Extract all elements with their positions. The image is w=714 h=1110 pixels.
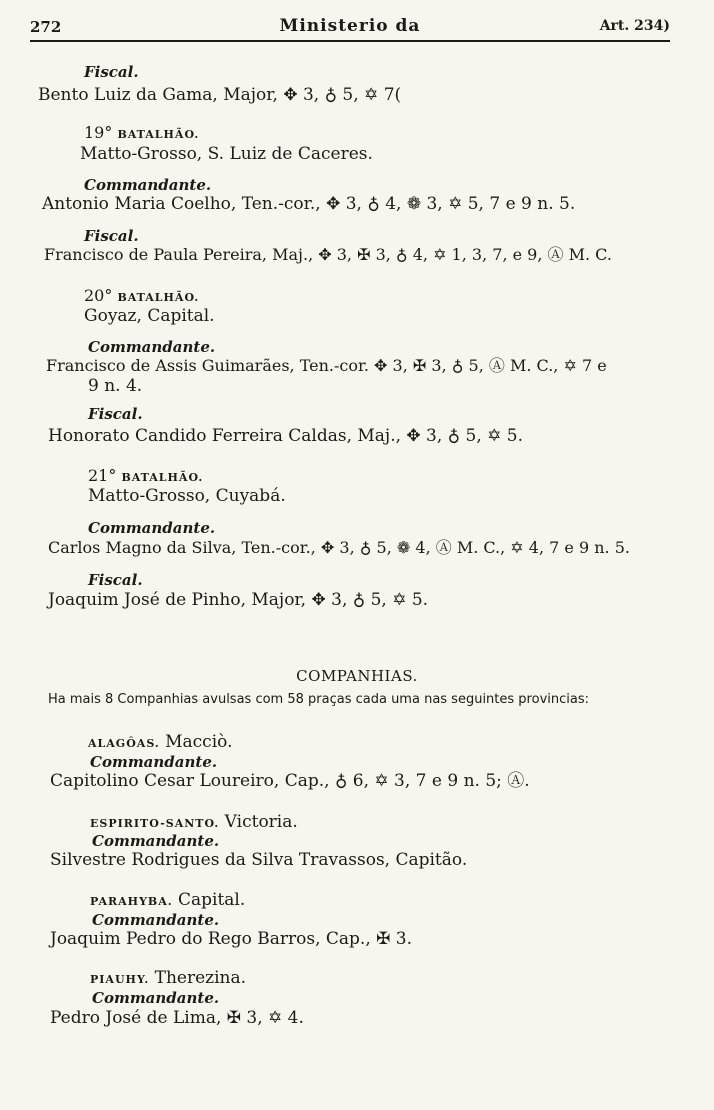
officer-entry: Bento Luiz da Gama, Major, ✥ 3, ♁ 5, ✡ 7( xyxy=(38,85,402,105)
article-reference: Art. 234) xyxy=(599,18,670,34)
province-city: Capital. xyxy=(178,890,246,910)
role-label: Commandante. xyxy=(88,338,216,356)
role-label: Fiscal. xyxy=(84,63,139,81)
province-name: PIAUHY. xyxy=(90,973,150,986)
province-heading xyxy=(90,968,246,990)
battalion-word: BATALHÃO. xyxy=(117,291,200,304)
officer-entry: Pedro José de Lima, ✠ 3, ✡ 4. xyxy=(50,1008,304,1028)
battalion-location: Matto-Grosso, S. Luiz de Caceres. xyxy=(80,144,373,164)
running-title: Ministerio da xyxy=(279,16,421,36)
role-label: Fiscal. xyxy=(88,571,143,589)
role-label: Fiscal. xyxy=(84,227,139,245)
officer-entry: Joaquim Pedro do Rego Barros, Cap., ✠ 3. xyxy=(50,929,413,949)
battalion-word: BATALHÃO. xyxy=(117,128,200,141)
battalion-heading xyxy=(88,466,203,488)
role-label: Commandante. xyxy=(84,176,212,194)
province-city: Macciò. xyxy=(165,732,233,752)
page-number: 272 xyxy=(30,18,62,36)
section-heading: COMPANHIAS. xyxy=(296,667,418,685)
battalion-number: 20° xyxy=(84,286,113,305)
entry-continuation: 9 n. 4. xyxy=(88,376,143,396)
page-header xyxy=(30,14,670,42)
section-intro: Ha mais 8 Companhias avulsas com 58 praças cada uma nas seguintes provincias: xyxy=(48,692,589,707)
officer-entry: Silvestre Rodrigues da Silva Travassos, Capitão. xyxy=(50,850,468,870)
role-label: Commandante. xyxy=(92,832,220,850)
officer-entry: Francisco de Paula Pereira, Maj., ✥ 3, ✠ 3, ♁ 4, ✡ 1, 3, 7, e 9, Ⓐ M. C. xyxy=(44,245,612,264)
battalion-heading xyxy=(84,123,199,145)
province-city: Victoria. xyxy=(224,812,298,832)
role-label: Commandante. xyxy=(92,989,220,1007)
province-name: PARAHYBA. xyxy=(90,895,173,908)
role-label: Fiscal. xyxy=(88,405,143,423)
battalion-number: 21° xyxy=(88,466,117,485)
battalion-heading xyxy=(84,286,199,308)
officer-entry: Antonio Maria Coelho, Ten.-cor., ✥ 3, ♁ 4, ❁ 3, ✡ 5, 7 e 9 n. 5. xyxy=(42,194,576,214)
province-heading xyxy=(88,732,232,754)
province-name: ALAGÔAS. xyxy=(88,737,160,750)
battalion-location: Goyaz, Capital. xyxy=(84,306,215,326)
battalion-location: Matto-Grosso, Cuyabá. xyxy=(88,486,286,506)
role-label: Commandante. xyxy=(90,753,218,771)
officer-entry: Carlos Magno da Silva, Ten.-cor., ✥ 3, ♁ 5, ❁ 4, Ⓐ M. C., ✡ 4, 7 e 9 n. 5. xyxy=(48,538,630,557)
province-city: Therezina. xyxy=(154,968,247,988)
officer-entry: Capitolino Cesar Loureiro, Cap., ♁ 6, ✡ 3, 7 e 9 n. 5; Ⓐ. xyxy=(50,771,530,791)
battalion-number: 19° xyxy=(84,123,113,142)
province-name: ESPIRITO-SANTO. xyxy=(90,817,220,830)
role-label: Commandante. xyxy=(92,911,220,929)
province-heading xyxy=(90,890,245,912)
officer-entry: Francisco de Assis Guimarães, Ten.-cor. ✥ 3, ✠ 3, ♁ 5, Ⓐ M. C., ✡ 7 e xyxy=(46,356,607,375)
officer-entry: Joaquim José de Pinho, Major, ✥ 3, ♁ 5, ✡ 5. xyxy=(48,590,429,610)
officer-entry: Honorato Candido Ferreira Caldas, Maj., ✥ 3, ♁ 5, ✡ 5. xyxy=(48,426,523,446)
battalion-word: BATALHÃO. xyxy=(121,471,204,484)
role-label: Commandante. xyxy=(88,519,216,537)
